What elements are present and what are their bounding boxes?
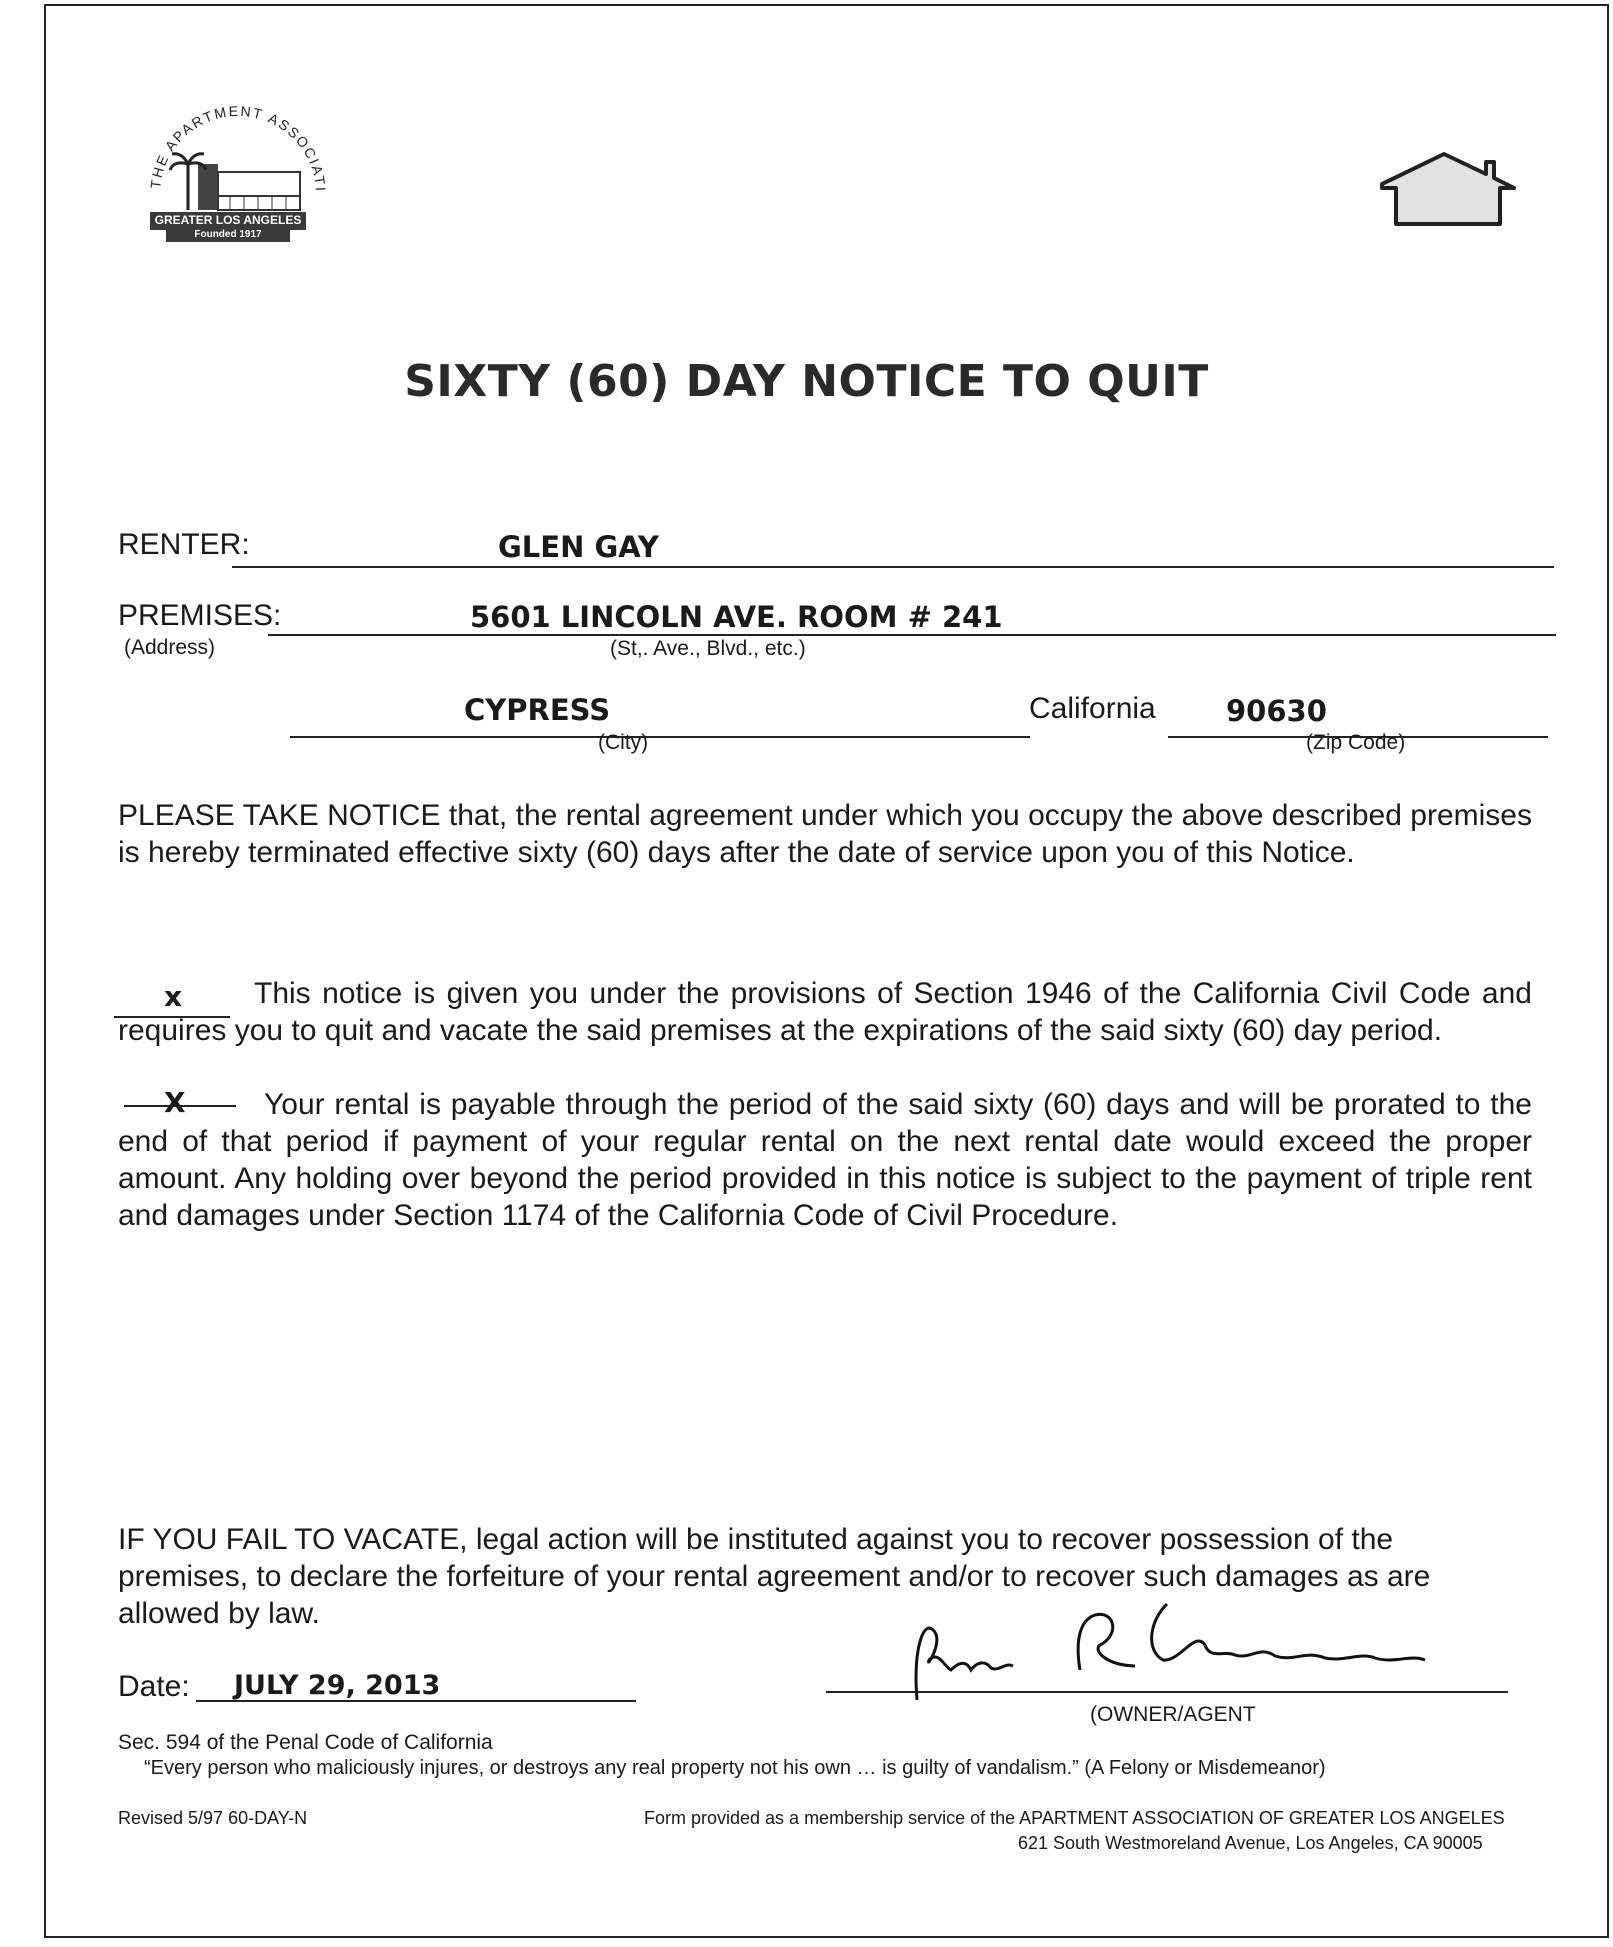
signature-line	[826, 1691, 1508, 1693]
signature-caption: (OWNER/AGENT	[1090, 1703, 1256, 1726]
date-label: Date:	[118, 1670, 190, 1703]
apartment-association-logo	[140, 84, 330, 244]
logo-founded: Founded 1917	[194, 229, 262, 240]
city-hint: (City)	[598, 731, 649, 754]
zip-value: 90630	[1226, 694, 1327, 728]
zip-hint: (Zip Code)	[1306, 731, 1406, 754]
option2-text: Your rental is payable through the period of the said sixty (60) days and will be prorated to the end of that period if payment of your regular rental on the next rental date would exceed the proper amount. Any holding over beyond the period provided in this notice is subject to the payment of triple rent and damages under Section 1174 of the California Code of Civil Procedure.	[118, 1088, 1532, 1232]
premises-sublabel: (Address)	[124, 636, 216, 659]
state-value: California	[1029, 692, 1156, 725]
penal-code-heading: Sec. 594 of the Penal Code of California	[118, 1731, 493, 1754]
premises-underline	[268, 634, 1556, 636]
renter-underline	[232, 566, 1554, 568]
city-value: CYPRESS	[464, 693, 611, 727]
premises-value: 5601 LINCOLN AVE. ROOM # 241	[470, 600, 1003, 634]
logo-banner: GREATER LOS ANGELES	[154, 213, 302, 227]
fail-to-vacate-paragraph: IF YOU FAIL TO VACATE, legal action will be instituted against you to recover possession of the premises, to declare the forfeiture of your rental agreement and/or to recover such damages as are allowed by law.	[118, 1523, 1431, 1630]
page-title: SIXTY (60) DAY NOTICE TO QUIT	[404, 356, 1209, 407]
city-underline	[290, 736, 1030, 738]
date-value: JULY 29, 2013	[234, 1670, 441, 1701]
option1-text: This notice is given you under the provisions of Section 1946 of the California Civil Code and requires you to quit and vacate the said premises at the expirations of the said sixty (60) day period.	[118, 977, 1532, 1047]
provided-by-line1: Form provided as a membership service of the APARTMENT ASSOCIATION OF GREATER LOS ANGELES	[644, 1808, 1505, 1828]
date-underline	[196, 1700, 636, 1702]
penal-code-quote: “Every person who maliciously injures, or destroys any real property not his own … is guilty of vandalism.” (A Felony or Misdemeanor)	[144, 1757, 1326, 1779]
logo-arc-text: THE APARTMENT ASSOCIATI	[147, 102, 330, 194]
option1-mark: x	[164, 980, 183, 1013]
house-icon	[1378, 150, 1518, 228]
option2-mark: X	[164, 1086, 186, 1119]
premises-label: PREMISES:	[118, 599, 282, 632]
renter-value: GLEN GAY	[498, 530, 659, 564]
notice-paragraph: PLEASE TAKE NOTICE that, the rental agreement under which you occupy the above described premises is hereby terminated effective sixty (60) days after the date of service upon you of this Notice.	[118, 799, 1532, 869]
renter-label: RENTER:	[118, 528, 250, 561]
provided-by-line2: 621 South Westmoreland Avenue, Los Angeles, CA 90005	[1018, 1833, 1483, 1853]
premises-hint: (St,. Ave., Blvd., etc.)	[610, 637, 806, 660]
revision-note: Revised 5/97 60-DAY-N	[118, 1808, 308, 1828]
